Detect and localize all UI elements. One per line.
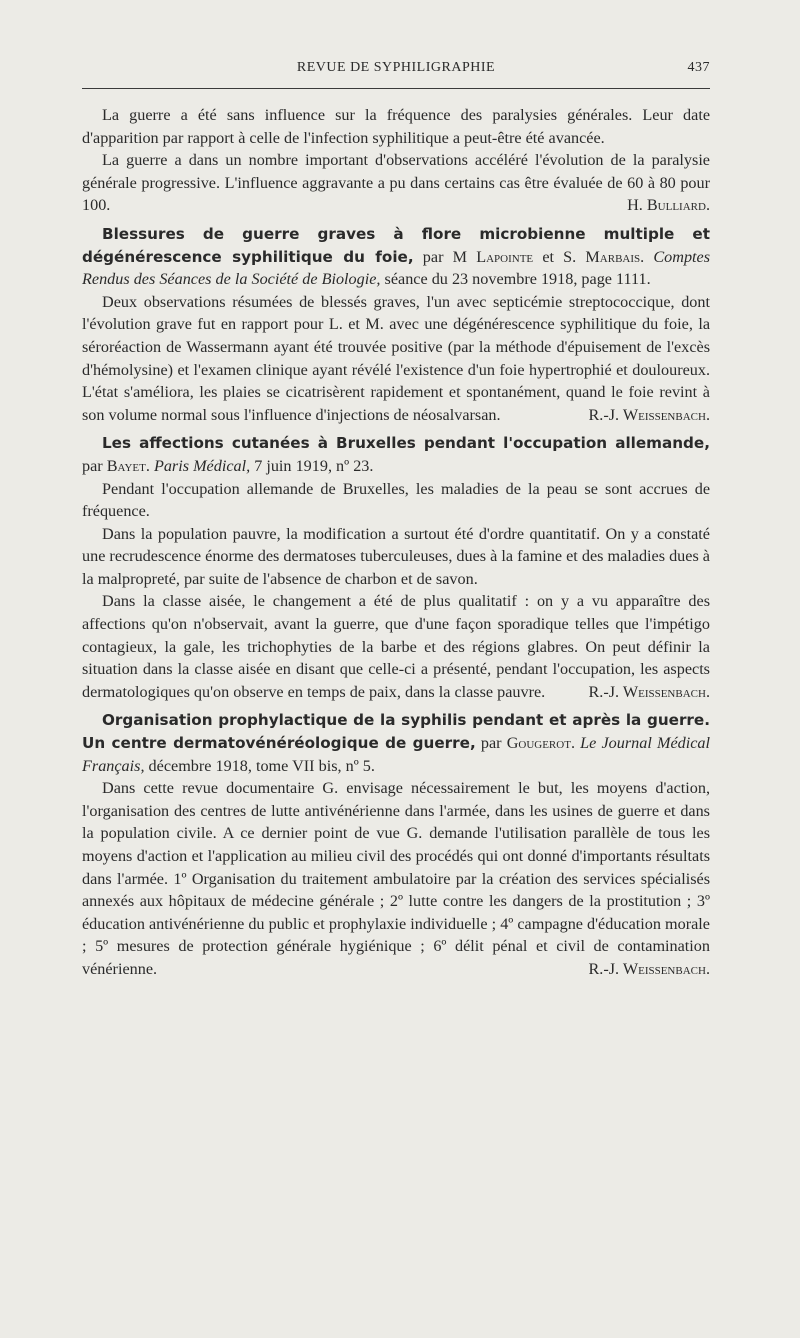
signature: R.-J. Weissenbach. — [588, 682, 710, 701]
byline-text: . — [570, 734, 581, 753]
journal-name: Comptes Rendus des Séances de la Société de Biologie, — [82, 247, 711, 289]
page-body — [82, 104, 710, 981]
paragraph-text: Dans cette revue documentaire G. envisage nécessairement le but, les moyens d'action, l'organisation des centres de lutte antivénérienne dans l'armée, dans les usines de guerre et dans la population civile. A ce dernier point de vue G. demande l'utilisation parallèle de tous les moyens d'action et l'application au milieu civil des procédés qui ont donné d'importants résultats dans l'armée. 1º Organisation du traitement ambulatoire par la création des services spécialisés annexés aux hôpitaux de médecine générale ; 2º lutte contre les dangers de la prostitution ; 3º éducation antivénérienne du public et prophylaxie individuelle ; 4º campagne d'éducation morale ; 5º mesures de protection générale hygiénique ; 6º délit pénal et civil de contamination vénérienne. — [82, 779, 710, 978]
signature: R.-J. Weissenbach. — [588, 959, 710, 978]
running-header — [82, 60, 710, 80]
citation-details: décembre 1918, tome VII bis, nº 5. — [144, 756, 375, 775]
article-heading — [82, 432, 710, 477]
byline-text: . — [145, 456, 154, 475]
signature: H. Bulliard. — [627, 196, 710, 215]
paragraph-text: Deux observations résumées de blessés graves, l'un avec septicémie streptococcique, dont l'évolution grave fut en rapport pour L. et M. avec une dégénérescence syphilitique du foie, la séroréaction de Wassermann ayant été trouvée positive (par la méthode d'épuisement de l'excès d'hémolysine) et l'examen clinique ayant révélé l'existence d'un foie hypertrophié et douloureux. L'état s'améliora, les plaies se cicatrisèrent rapidement et spontanément, quand le foie revint à son volume normal sous l'influence d'injections de néosalvarsan. — [82, 292, 710, 424]
article-paragraph — [82, 291, 710, 427]
byline-text: et S. — [533, 247, 586, 266]
byline-text: par M — [413, 247, 477, 266]
page-number: 437 — [687, 60, 710, 75]
article-paragraph: Pendant l'occupation allemande de Bruxelles, les maladies de la peau se sont accrues de fréquence. — [82, 479, 710, 521]
article-paragraph — [82, 590, 710, 703]
byline-text: par — [475, 734, 507, 753]
citation-details: 7 juin 1919, nº 23. — [250, 456, 374, 475]
author-name: Lapointe — [476, 247, 534, 266]
article-heading — [82, 709, 710, 777]
intro-paragraph — [82, 149, 710, 217]
header-rule — [82, 88, 710, 89]
article-heading — [82, 223, 710, 291]
journal-name: Paris Médical, — [153, 456, 251, 475]
byline-text: par — [82, 456, 107, 475]
article-title: Blessures de guerre graves à flore microbienne multiple et dégénérescence syphilitique du foie, — [82, 224, 710, 266]
article-title: Les affections cutanées à Bruxelles pendant l'occupation allemande, — [102, 434, 710, 453]
paragraph-text: Dans la classe aisée, le changement a été de plus qualitatif : on y a vu apparaître des affections qu'on n'observait, avant la guerre, que d'une façon sporadique telles que l'impétigo contagieux, la gale, les trichophyties de la barbe et des régions glabres. On peut définir la situation dans la classe aisée en disant que celle-ci a présenté, pendant l'occupation, les aspects dermatologiques qu'on observe en temps de paix, dans la classe pauvre. — [82, 592, 710, 701]
article-paragraph — [82, 777, 710, 980]
journal-title: REVUE DE SYPHILIGRAPHIE — [296, 60, 496, 75]
author-name: Bayet — [106, 456, 146, 475]
article-title: Organisation prophylactique de la syphilis pendant et après la guerre. Un centre dermatovénéréologique de guerre, — [82, 711, 710, 753]
intro-paragraph: La guerre a été sans influence sur la fréquence des paralysies générales. Leur date d'apparition par rapport à celle de l'infection syphilitique a peut-être été avancée. — [82, 106, 710, 147]
citation-details: séance du 23 novembre 1918, page 1111. — [380, 270, 651, 289]
signature: R.-J. Weissenbach. — [588, 405, 710, 424]
journal-name: Le Journal Médical Français, — [82, 734, 711, 775]
author-name: Marbais — [585, 247, 641, 266]
paragraph-text: La guerre a dans un nombre important d'observations accéléré l'évolution de la paralysie générale progressive. L'influence aggravante a pu dans certains cas être évaluée de 60 à 80 pour 100. — [82, 151, 710, 215]
article-paragraph: Dans la population pauvre, la modification a surtout été d'ordre quantitatif. On y a constaté une recrudescence énorme des dermatoses tuberculeuses, dues à la famine et des maladies dues à la malpropreté, par suite de l'absence de charbon et de savon. — [82, 524, 710, 588]
author-name: Gougerot — [506, 734, 571, 753]
byline-text: . — [640, 247, 654, 266]
